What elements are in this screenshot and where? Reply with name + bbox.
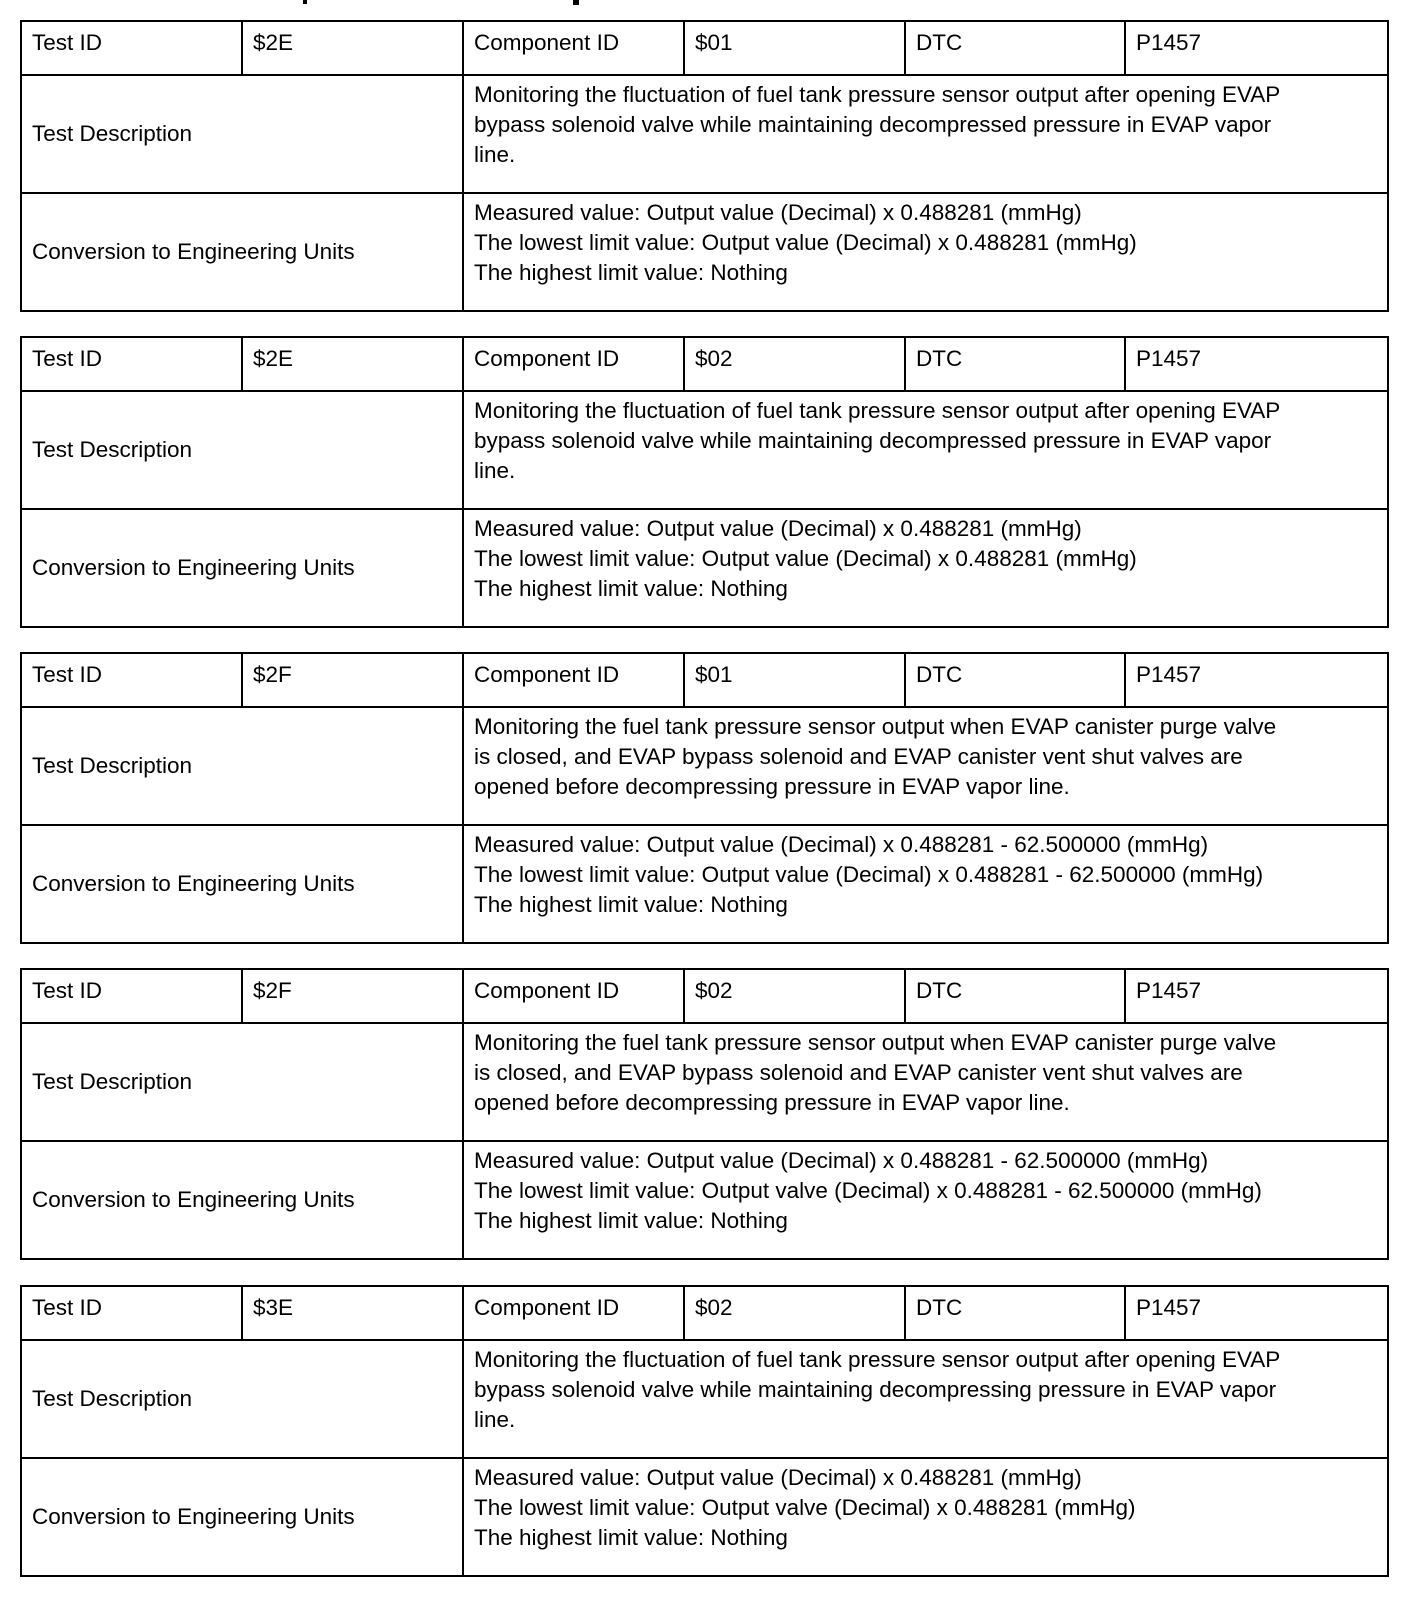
dtc-label: DTC (905, 969, 1125, 1023)
test-id-label: Test ID (21, 653, 242, 707)
cut-off-heading (0, 0, 1408, 6)
conversion-label: Conversion to Engineering Units (21, 1458, 463, 1576)
test-id-label: Test ID (21, 1286, 242, 1340)
conversion-line: The lowest limit value: Output valve (Decimal) x 0.488281 - 62.500000 (mmHg) (474, 1178, 1262, 1203)
description-row (21, 707, 1388, 825)
conversion-line: The highest limit value: Nothing (474, 576, 788, 601)
dtc-value: P1457 (1125, 653, 1388, 707)
description-line: Monitoring the fuel tank pressure sensor output when EVAP canister purge valve (474, 714, 1277, 739)
spec-table (20, 20, 1389, 312)
test-id-value: $2E (242, 337, 463, 391)
component-id-value: $02 (684, 969, 905, 1023)
description-line: Monitoring the fluctuation of fuel tank pressure sensor output after opening EVAP (474, 398, 1281, 423)
description-line: opened before decompressing pressure in EVAP vapor line. (474, 1090, 1070, 1115)
header-row (21, 969, 1388, 1023)
component-id-value: $02 (684, 1286, 905, 1340)
description-row (21, 1023, 1388, 1141)
description-line: line. (474, 458, 516, 483)
component-id-label: Component ID (463, 21, 684, 75)
component-id-value: $01 (684, 21, 905, 75)
test-description-value (463, 1023, 1388, 1141)
conversion-line: The lowest limit value: Output valve (Decimal) x 0.488281 (mmHg) (474, 1495, 1136, 1520)
conversion-value (463, 509, 1388, 627)
header-row (21, 337, 1388, 391)
test-description-value (463, 1340, 1388, 1458)
description-line: line. (474, 1407, 516, 1432)
test-description-value (463, 391, 1388, 509)
dtc-value: P1457 (1125, 337, 1388, 391)
dtc-value: P1457 (1125, 21, 1388, 75)
conversion-line: The lowest limit value: Output value (Decimal) x 0.488281 (mmHg) (474, 546, 1137, 571)
header-row (21, 1286, 1388, 1340)
conversion-line: The lowest limit value: Output value (Decimal) x 0.488281 - 62.500000 (mmHg) (474, 862, 1264, 887)
conversion-line: Measured value: Output value (Decimal) x 0.488281 (mmHg) (474, 200, 1082, 225)
test-id-value: $2F (242, 969, 463, 1023)
test-description-label: Test Description (21, 391, 463, 509)
component-id-value: $01 (684, 653, 905, 707)
conversion-label: Conversion to Engineering Units (21, 509, 463, 627)
spec-table (20, 1285, 1389, 1577)
component-id-label: Component ID (463, 653, 684, 707)
component-id-label: Component ID (463, 337, 684, 391)
test-description-label: Test Description (21, 1340, 463, 1458)
dtc-label: DTC (905, 653, 1125, 707)
dtc-value: P1457 (1125, 1286, 1388, 1340)
conversion-line: Measured value: Output value (Decimal) x 0.488281 (mmHg) (474, 516, 1082, 541)
description-line: is closed, and EVAP bypass solenoid and EVAP canister vent shut valves are (474, 744, 1243, 769)
conversion-row (21, 509, 1388, 627)
conversion-value (463, 825, 1388, 943)
heading-glyph-fragment (303, 0, 307, 4)
component-id-label: Component ID (463, 1286, 684, 1340)
conversion-line: The highest limit value: Nothing (474, 1525, 788, 1550)
test-description-label: Test Description (21, 1023, 463, 1141)
test-description-label: Test Description (21, 707, 463, 825)
conversion-line: Measured value: Output value (Decimal) x 0.488281 - 62.500000 (mmHg) (474, 832, 1209, 857)
test-id-value: $3E (242, 1286, 463, 1340)
dtc-label: DTC (905, 21, 1125, 75)
description-line: Monitoring the fluctuation of fuel tank pressure sensor output after opening EVAP (474, 82, 1281, 107)
spec-table (20, 968, 1389, 1260)
test-id-label: Test ID (21, 21, 242, 75)
conversion-line: The highest limit value: Nothing (474, 892, 788, 917)
dtc-label: DTC (905, 1286, 1125, 1340)
conversion-value (463, 1458, 1388, 1576)
conversion-line: The highest limit value: Nothing (474, 1208, 788, 1233)
conversion-line: Measured value: Output value (Decimal) x 0.488281 (mmHg) (474, 1465, 1082, 1490)
dtc-value: P1457 (1125, 969, 1388, 1023)
conversion-value (463, 1141, 1388, 1259)
conversion-row (21, 1458, 1388, 1576)
description-row (21, 391, 1388, 509)
test-description-value (463, 75, 1388, 193)
conversion-line: The lowest limit value: Output value (Decimal) x 0.488281 (mmHg) (474, 230, 1137, 255)
description-line: bypass solenoid valve while maintaining decompressed pressure in EVAP vapor (474, 428, 1272, 453)
test-description-label: Test Description (21, 75, 463, 193)
conversion-line: Measured value: Output value (Decimal) x 0.488281 - 62.500000 (mmHg) (474, 1148, 1209, 1173)
header-row (21, 653, 1388, 707)
header-row (21, 21, 1388, 75)
conversion-label: Conversion to Engineering Units (21, 193, 463, 311)
dtc-label: DTC (905, 337, 1125, 391)
conversion-line: The highest limit value: Nothing (474, 260, 788, 285)
spec-table (20, 336, 1389, 628)
description-line: bypass solenoid valve while maintaining decompressing pressure in EVAP vapor (474, 1377, 1277, 1402)
conversion-label: Conversion to Engineering Units (21, 825, 463, 943)
description-line: line. (474, 142, 516, 167)
description-row (21, 75, 1388, 193)
test-description-value (463, 707, 1388, 825)
heading-glyph-fragment (573, 0, 579, 5)
test-id-value: $2F (242, 653, 463, 707)
test-id-label: Test ID (21, 969, 242, 1023)
conversion-label: Conversion to Engineering Units (21, 1141, 463, 1259)
spec-table (20, 652, 1389, 944)
description-line: Monitoring the fluctuation of fuel tank pressure sensor output after opening EVAP (474, 1347, 1281, 1372)
description-line: bypass solenoid valve while maintaining decompressed pressure in EVAP vapor (474, 112, 1272, 137)
description-row (21, 1340, 1388, 1458)
component-id-label: Component ID (463, 969, 684, 1023)
description-line: is closed, and EVAP bypass solenoid and EVAP canister vent shut valves are (474, 1060, 1243, 1085)
conversion-row (21, 193, 1388, 311)
description-line: opened before decompressing pressure in EVAP vapor line. (474, 774, 1070, 799)
description-line: Monitoring the fuel tank pressure sensor output when EVAP canister purge valve (474, 1030, 1277, 1055)
conversion-value (463, 193, 1388, 311)
conversion-row (21, 1141, 1388, 1259)
test-id-label: Test ID (21, 337, 242, 391)
conversion-row (21, 825, 1388, 943)
test-id-value: $2E (242, 21, 463, 75)
component-id-value: $02 (684, 337, 905, 391)
